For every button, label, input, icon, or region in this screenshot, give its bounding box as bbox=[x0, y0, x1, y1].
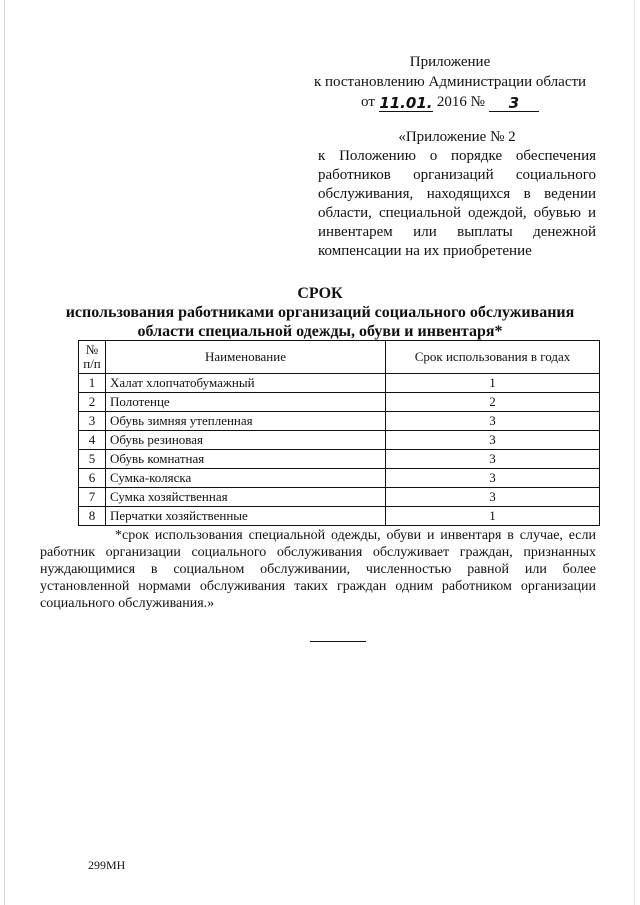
row-name: Перчатки хозяйственные bbox=[106, 507, 386, 526]
table-header-row bbox=[79, 341, 600, 374]
table-row bbox=[79, 469, 600, 488]
scan-edge-right bbox=[634, 0, 635, 905]
scan-edge-left bbox=[4, 0, 5, 905]
row-name: Халат хлопчатобумажный bbox=[106, 374, 386, 393]
table-row bbox=[79, 393, 600, 412]
separator-line bbox=[310, 641, 366, 642]
row-number: 7 bbox=[79, 488, 106, 507]
header-date-line bbox=[300, 92, 600, 112]
header-term: Срок использования в годах bbox=[386, 341, 600, 374]
row-number: 5 bbox=[79, 450, 106, 469]
table-row bbox=[79, 431, 600, 450]
row-number: 8 bbox=[79, 507, 106, 526]
table-row bbox=[79, 507, 600, 526]
row-term: 1 bbox=[386, 507, 600, 526]
footnote: *срок использования специальной одежды, обуви и инвентаря в случае, если работник организации социального обслуживания обслуживает граждан, признанных нуждающимися в социальном обслуживании, численностью равной или более установленной нормами обслуживания таких граждан одним работником организации социального обслуживания.» bbox=[40, 528, 596, 611]
row-number: 2 bbox=[79, 393, 106, 412]
handwritten-date: 11.01. bbox=[379, 94, 433, 112]
row-term: 3 bbox=[386, 431, 600, 450]
row-term: 3 bbox=[386, 488, 600, 507]
approval-header bbox=[300, 52, 600, 112]
row-number: 3 bbox=[79, 412, 106, 431]
row-term: 3 bbox=[386, 469, 600, 488]
norms-table bbox=[78, 340, 600, 526]
row-name: Обувь резиновая bbox=[106, 431, 386, 450]
row-term: 3 bbox=[386, 450, 600, 469]
row-number: 1 bbox=[79, 374, 106, 393]
row-number: 4 bbox=[79, 431, 106, 450]
document-title bbox=[40, 284, 600, 341]
handwritten-number: 3 bbox=[489, 95, 539, 112]
row-term: 3 bbox=[386, 412, 600, 431]
table-row bbox=[79, 488, 600, 507]
year-and-number-label: 2016 № bbox=[436, 94, 485, 110]
row-name: Сумка хозяйственная bbox=[106, 488, 386, 507]
date-prefix: от bbox=[361, 94, 375, 110]
header-number: № п/п bbox=[79, 341, 106, 374]
appendix-body: к Положению о порядке обеспечения работников организаций социального обслуживания, находящихся в ведении области, специальной одеждой, обувью и инвентарем или выплаты денежной компенсации на их приобретение bbox=[318, 148, 596, 259]
appendix-block bbox=[318, 128, 596, 261]
header-line-1: Приложение bbox=[409, 54, 491, 70]
row-name: Обувь зимняя утепленная bbox=[106, 412, 386, 431]
header-line-2: к постановлению Администрации области bbox=[313, 74, 587, 90]
row-number: 6 bbox=[79, 469, 106, 488]
title-line-3: области специальной одежды, обуви и инвентаря* bbox=[137, 323, 503, 340]
table-row bbox=[79, 374, 600, 393]
row-term: 2 bbox=[386, 393, 600, 412]
appendix-title: «Приложение № 2 bbox=[398, 129, 516, 145]
table-row bbox=[79, 450, 600, 469]
title-line-1: СРОК bbox=[297, 285, 343, 302]
document-code: 299МН bbox=[88, 858, 126, 872]
row-name: Сумка-коляска bbox=[106, 469, 386, 488]
table-row bbox=[79, 412, 600, 431]
header-name: Наименование bbox=[106, 341, 386, 374]
title-line-2: использования работниками организаций социального обслуживания bbox=[65, 304, 575, 321]
row-term: 1 bbox=[386, 374, 600, 393]
row-name: Полотенце bbox=[106, 393, 386, 412]
row-name: Обувь комнатная bbox=[106, 450, 386, 469]
